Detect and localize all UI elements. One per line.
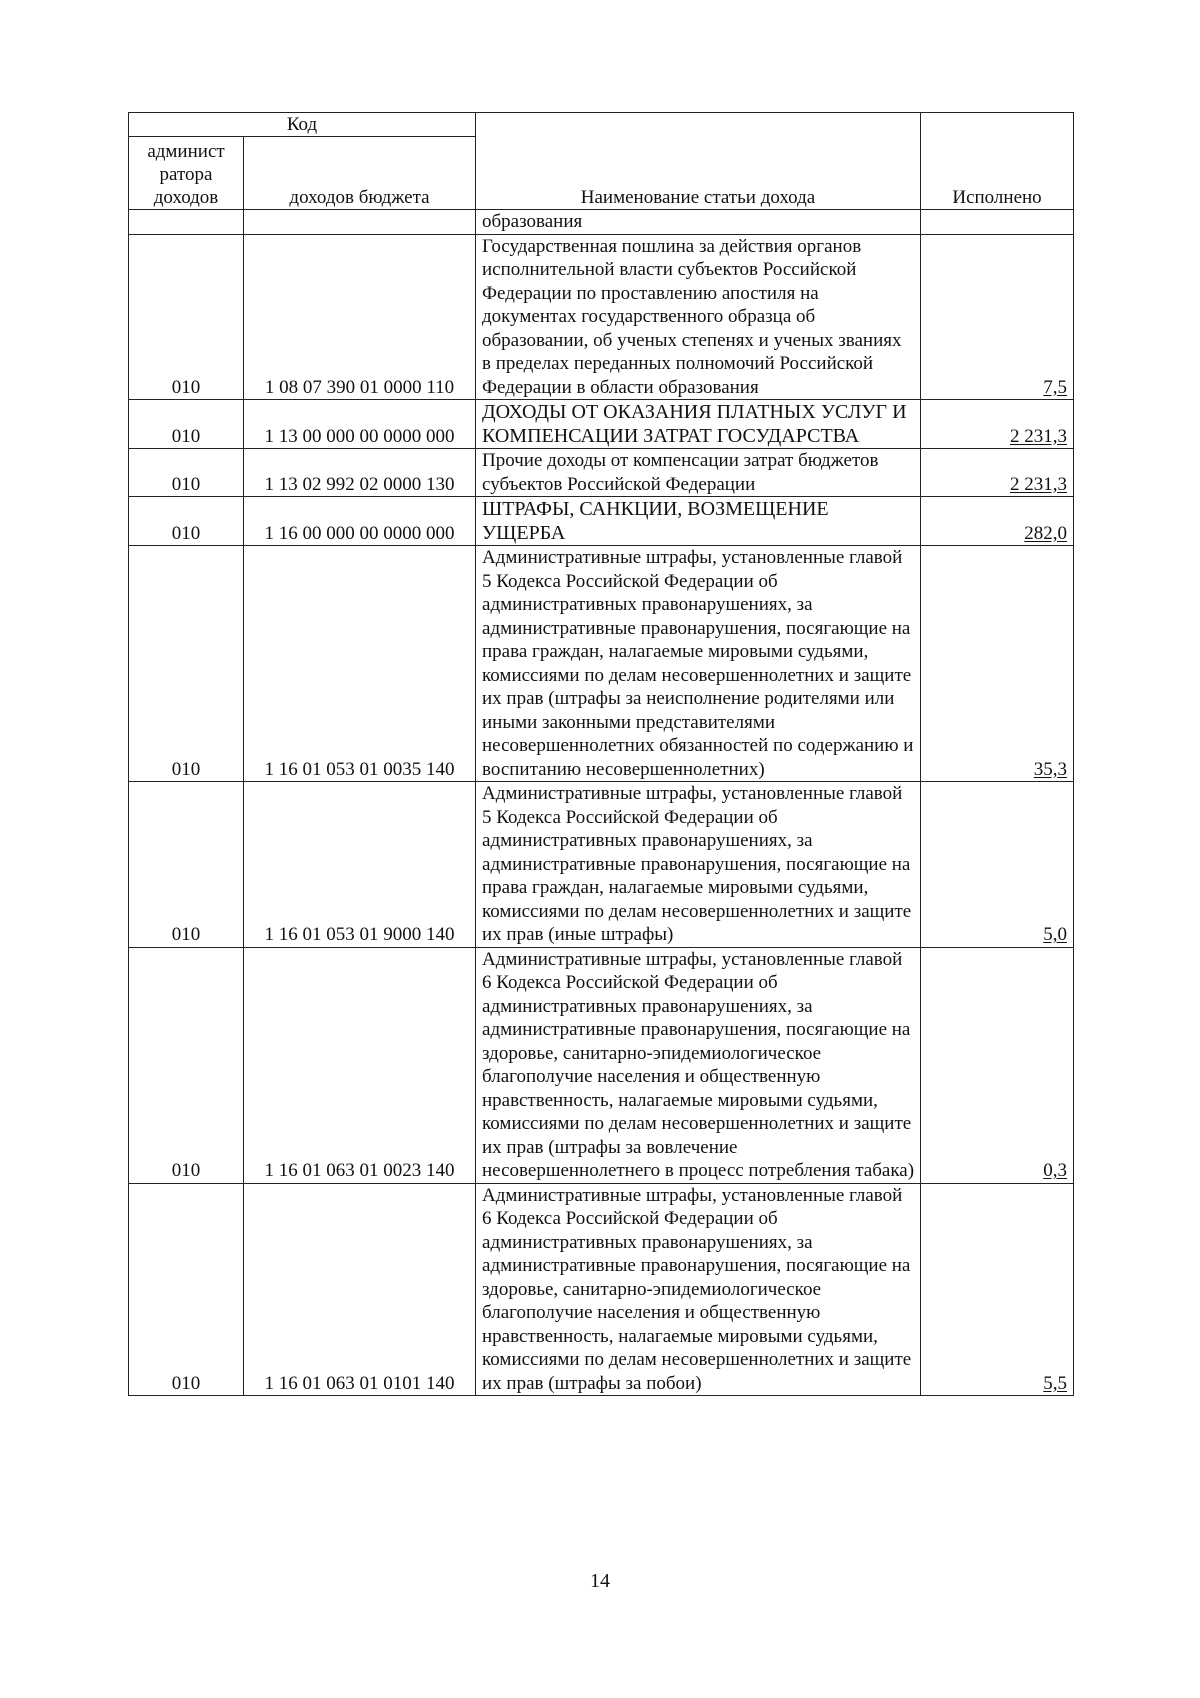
budget-code-cell: 1 13 00 000 00 0000 000	[244, 400, 476, 449]
income-name-cell: Административные штрафы, установленные главой 5 Кодекса Российской Федерации об административных правонарушениях, за административные правонарушения, посягающие на права граждан, налагаемые мировыми судьями, комиссиями по делам несовершеннолетних и защите их прав (иные штрафы)	[476, 782, 921, 948]
table-row	[129, 449, 1074, 497]
amount-cell	[921, 400, 1074, 449]
header-executed: Исполнено	[921, 113, 1074, 210]
income-name-cell: Прочие доходы от компенсации затрат бюджетов субъектов Российской Федерации	[476, 449, 921, 497]
budget-code-cell: 1 16 01 053 01 9000 140	[244, 782, 476, 948]
table-row	[129, 947, 1074, 1183]
amount-cell	[921, 1183, 1074, 1396]
header-income-name: Наименование статьи дохода	[476, 113, 921, 210]
budget-code-cell: 1 16 01 063 01 0101 140	[244, 1183, 476, 1396]
header-administrator-text: админист ратора доходов	[147, 141, 225, 208]
income-name-cell: Административные штрафы, установленные главой 6 Кодекса Российской Федерации об административных правонарушениях, за административные правонарушения, посягающие на здоровье, санитарно-эпидемиологическое благополучие населения и общественную нравственность, налагаемые мировыми судьями, комиссиями по делам несовершеннолетних и защите их прав (штрафы за вовлечение несовершеннолетнего в процесс потребления табака)	[476, 947, 921, 1183]
amount-value: 2 231,3	[1010, 425, 1068, 447]
table-row	[129, 210, 1074, 235]
admin-code-cell: 010	[129, 1183, 244, 1396]
revenue-table	[128, 112, 1074, 1396]
income-name-cell: Административные штрафы, установленные главой 5 Кодекса Российской Федерации об административных правонарушениях, за административные правонарушения, посягающие на права граждан, налагаемые мировыми судьями, комиссиями по делам несовершеннолетних и защите их прав (штрафы за неисполнение родителями или иными законными представителями несовершеннолетних обязанностей по содержанию и воспитанию несовершеннолетних)	[476, 546, 921, 782]
budget-code-cell: 1 16 00 000 00 0000 000	[244, 497, 476, 546]
income-name-cell: ШТРАФЫ, САНКЦИИ, ВОЗМЕЩЕНИЕ УЩЕРБА	[476, 497, 921, 546]
amount-value: 0,3	[1043, 1160, 1068, 1181]
amount-cell	[921, 782, 1074, 948]
amount-cell	[921, 449, 1074, 497]
header-budget-code: доходов бюджета	[244, 137, 476, 210]
header-administrator	[129, 137, 244, 210]
budget-code-cell: 1 16 01 053 01 0035 140	[244, 546, 476, 782]
amount-cell	[921, 234, 1074, 400]
budget-code-cell: 1 08 07 390 01 0000 110	[244, 234, 476, 400]
amount-value: 2 231,3	[1010, 473, 1068, 495]
budget-code-cell	[244, 210, 476, 235]
amount-cell	[921, 947, 1074, 1183]
admin-code-cell: 010	[129, 234, 244, 400]
amount-cell	[921, 497, 1074, 546]
table-row	[129, 546, 1074, 782]
header-code: Код	[129, 113, 476, 137]
amount-value: 7,5	[1043, 376, 1068, 398]
admin-code-cell: 010	[129, 449, 244, 497]
table-row	[129, 782, 1074, 948]
admin-code-cell: 010	[129, 497, 244, 546]
admin-code-cell: 010	[129, 400, 244, 449]
budget-code-cell: 1 13 02 992 02 0000 130	[244, 449, 476, 497]
page-number: 14	[590, 1570, 610, 1592]
income-name-cell: образования	[476, 210, 921, 235]
table-row	[129, 234, 1074, 400]
amount-cell	[921, 210, 1074, 235]
table-row	[129, 1183, 1074, 1396]
income-name-cell: Государственная пошлина за действия органов исполнительной власти субъектов Российской Федерации по проставлению апостиля на документах государственного образца об образовании, об ученых степенях и ученых званиях в пределах переданных полномочий Российской Федерации в области образования	[476, 234, 921, 400]
table-row	[129, 497, 1074, 546]
table-body	[129, 210, 1074, 1396]
amount-cell	[921, 546, 1074, 782]
amount-value: 35,3	[1033, 758, 1068, 780]
income-name-cell: ДОХОДЫ ОТ ОКАЗАНИЯ ПЛАТНЫХ УСЛУГ И КОМПЕНСАЦИИ ЗАТРАТ ГОСУДАРСТВА	[476, 400, 921, 449]
table-header	[129, 113, 1074, 210]
income-name-cell: Административные штрафы, установленные главой 6 Кодекса Российской Федерации об административных правонарушениях, за административные правонарушения, посягающие на здоровье, санитарно-эпидемиологическое благополучие населения и общественную нравственность, налагаемые мировыми судьями, комиссиями по делам несовершеннолетних и защите их прав (штрафы за побои)	[476, 1183, 921, 1396]
amount-value: 282,0	[1024, 522, 1068, 544]
budget-code-cell: 1 16 01 063 01 0023 140	[244, 947, 476, 1183]
amount-value: 5,5	[1043, 1372, 1068, 1394]
admin-code-cell	[129, 210, 244, 235]
admin-code-cell: 010	[129, 782, 244, 948]
admin-code-cell: 010	[129, 546, 244, 782]
admin-code-cell: 010	[129, 947, 244, 1183]
table-row	[129, 400, 1074, 449]
amount-value: 5,0	[1043, 924, 1068, 945]
